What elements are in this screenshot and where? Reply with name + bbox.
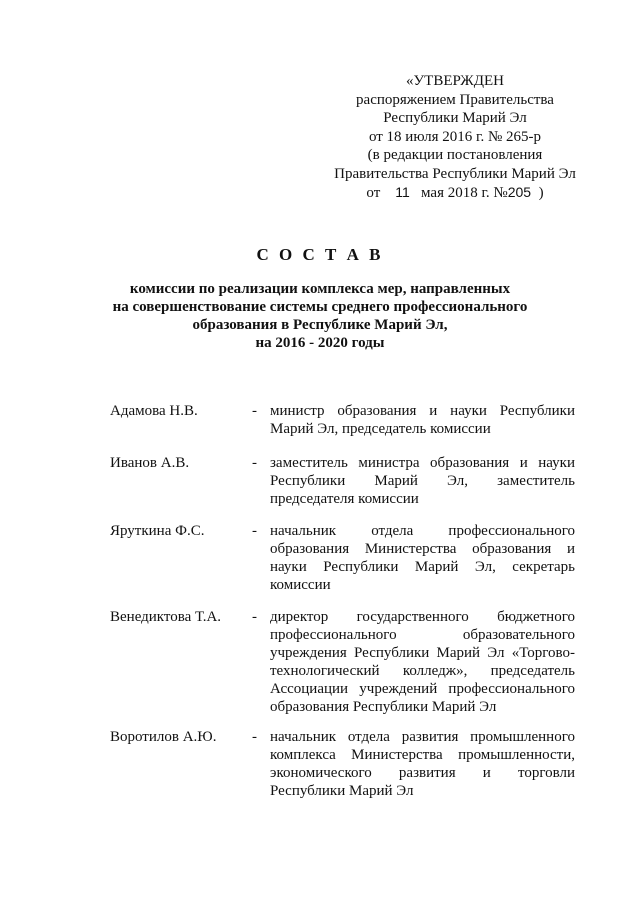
member-description [270, 402, 575, 438]
approval-date-suffix: ) [538, 185, 544, 201]
approval-date-prefix: от [366, 185, 381, 201]
member-dash: - [252, 609, 257, 625]
member-description [270, 454, 575, 508]
member-name: Иванов А.В. [110, 455, 190, 471]
description-line: технологический колледж», председатель [270, 663, 575, 679]
description-line: профессионального образовательного [270, 627, 575, 643]
member-description [270, 608, 575, 716]
description-line: директор государственного бюджетного [270, 609, 575, 625]
description-line: Марий Эл, председатель комиссии [270, 421, 491, 437]
member-description [270, 728, 575, 800]
subtitle-line: комиссии по реализации комплекса мер, направленных [129, 281, 511, 297]
subtitle-line: на 2016 - 2020 годы [255, 335, 385, 351]
description-line: Республики Марий Эл, заместитель [270, 473, 575, 489]
member-name: Яруткина Ф.С. [110, 523, 205, 539]
description-line: образования Министерства образования и [270, 541, 575, 557]
member-name: Венедиктова Т.А. [110, 609, 222, 625]
approval-date-line [320, 183, 590, 203]
description-line: комплекса Министерства промышленности, [270, 747, 575, 763]
document-title: С О С Т А В [256, 245, 384, 264]
description-line: образования Республики Марий Эл [270, 699, 497, 715]
approval-stamp [320, 72, 590, 203]
approval-day-handwritten: 11 [395, 184, 410, 200]
description-line: Ассоциации учреждений профессионального [270, 681, 575, 697]
description-line: заместитель министра образования и науки [270, 455, 575, 471]
document-subtitle [0, 280, 640, 352]
member-dash: - [252, 455, 257, 471]
description-line: комиссии [270, 577, 331, 593]
subtitle-line: на совершенствование системы среднего профессионального [112, 299, 528, 315]
subtitle-line: образования в Республике Марий Эл, [192, 317, 448, 333]
approval-line: Правительства Республики Марий Эл [334, 165, 576, 182]
member-name: Воротилов А.Ю. [110, 729, 217, 745]
description-line: науки Республики Марий Эл, секретарь [270, 559, 575, 575]
member-description [270, 522, 575, 594]
approval-number-handwritten: 205 [507, 184, 532, 200]
approval-line: «УТВЕРЖДЕН [406, 73, 504, 89]
approval-line: (в редакции постановления [367, 147, 543, 163]
description-line: председателя комиссии [270, 491, 419, 507]
description-line: экономического развития и торговли [270, 765, 575, 781]
approval-line: Республики Марий Эл [383, 110, 527, 126]
description-line: министр образования и науки Республики [270, 403, 575, 419]
description-line: начальник отдела развития промышленного [270, 729, 575, 745]
description-line: начальник отдела профессионального [270, 523, 575, 539]
approval-line: распоряжением Правительства [356, 91, 554, 108]
member-name: Адамова Н.В. [110, 403, 198, 419]
member-dash: - [252, 729, 257, 745]
description-line: учреждения Республики Марий Эл «Торгово- [270, 645, 575, 661]
approval-date-middle: мая 2018 г. № [421, 185, 508, 201]
member-dash: - [252, 523, 257, 539]
approval-line: от 18 июля 2016 г. № 265-р [368, 128, 542, 145]
description-line: Республики Марий Эл [270, 783, 414, 799]
member-dash: - [252, 403, 257, 419]
